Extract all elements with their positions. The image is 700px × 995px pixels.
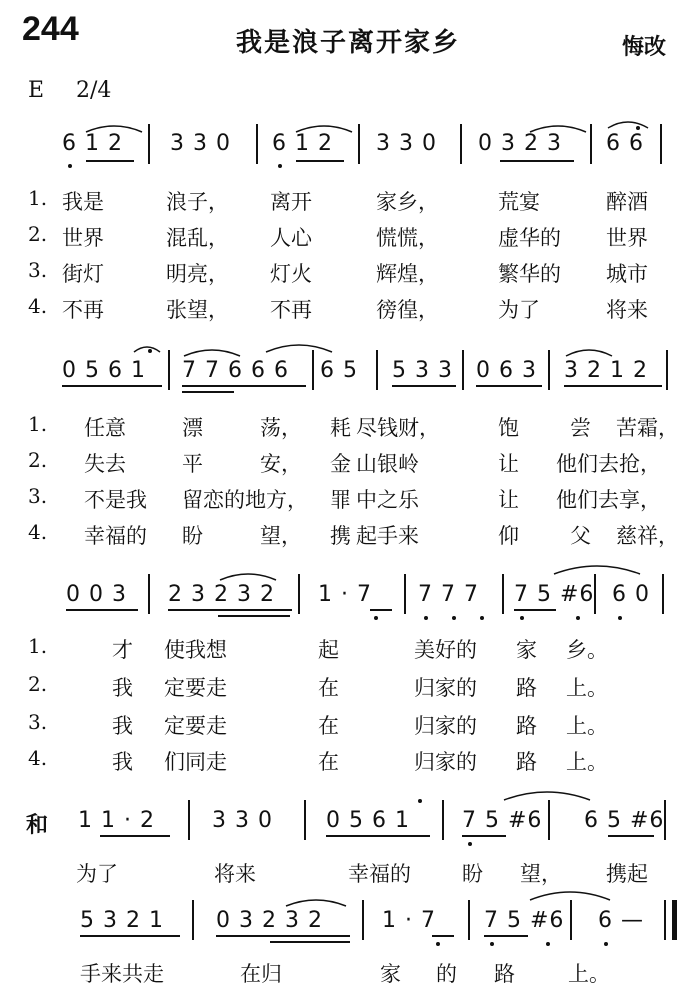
lyric: 耗 <box>330 416 351 440</box>
beam-underline <box>370 609 392 611</box>
lyric: 携 <box>330 524 351 548</box>
lyric: 张望， <box>166 298 229 322</box>
verse-number: 3. <box>28 258 48 282</box>
lyric: 醉酒 <box>606 190 648 214</box>
barline <box>590 124 592 164</box>
lyric: 路 <box>494 962 515 986</box>
lyric: 在归 <box>240 962 282 986</box>
lyric: 幸福的 <box>348 862 411 886</box>
upper-octave-dot <box>418 799 422 803</box>
measure: 3 3 0 <box>170 131 231 156</box>
lyric: 留恋的地方， <box>182 488 308 512</box>
lyric: 仰 <box>498 524 519 548</box>
lyric: 在 <box>318 750 339 774</box>
measure: 6 — <box>598 908 644 933</box>
barline <box>188 800 190 840</box>
lyric: 才 <box>112 638 133 662</box>
lyric: 手来共走 <box>80 962 164 986</box>
measure: 3 3 0 <box>212 808 273 833</box>
lyric: 家 <box>516 638 537 662</box>
barline <box>548 800 550 840</box>
lyric: 尝 <box>570 416 591 440</box>
lyric: 虚华的 <box>498 226 561 250</box>
barline <box>666 350 668 390</box>
lyric: 将来 <box>606 298 648 322</box>
barline <box>376 350 378 390</box>
lyric: 世界 <box>606 226 648 250</box>
lower-octave-dot <box>480 616 484 620</box>
lower-octave-dot <box>374 616 378 620</box>
beam-underline <box>182 391 234 393</box>
slur-arc <box>132 342 162 354</box>
lyric: 荒宴 <box>498 190 540 214</box>
tie-arc <box>264 338 334 354</box>
measure: 2 3 2 3 2 <box>168 582 275 607</box>
lyric: 路 <box>516 676 537 700</box>
lyric: 在 <box>318 676 339 700</box>
barline <box>460 124 462 164</box>
barline <box>594 574 596 614</box>
lyric: 山银岭 <box>356 452 419 476</box>
lyric: 我 <box>112 676 133 700</box>
lyric: 我是 <box>62 190 104 214</box>
verse-number: 4. <box>28 520 48 544</box>
lyric: 路 <box>516 750 537 774</box>
lyric: 慌慌， <box>376 226 439 250</box>
beam-underline <box>326 835 430 837</box>
measure: 0 5 6 1 <box>326 808 410 833</box>
barline <box>148 124 150 164</box>
lower-octave-dot <box>546 942 550 946</box>
lyric: 繁华的 <box>498 262 561 286</box>
verse-number: 2. <box>28 222 48 246</box>
slur-arc <box>84 120 144 134</box>
barline <box>548 350 550 390</box>
lyric: 的 <box>436 962 457 986</box>
lyric: 失去 <box>84 452 126 476</box>
lyric: 平 <box>182 452 203 476</box>
beam-underline <box>500 160 574 162</box>
tie-arc <box>528 884 612 902</box>
lyric: 灯火 <box>270 262 312 286</box>
lyric: 慈祥， <box>616 524 679 548</box>
verse-number: 1. <box>28 412 48 436</box>
measure: 0 0 3 <box>66 582 127 607</box>
verse-number: 1. <box>28 186 48 210</box>
lyric: 们同走 <box>164 750 227 774</box>
lyric: 起手来 <box>356 524 419 548</box>
lower-octave-dot <box>452 616 456 620</box>
lyric: 上。 <box>566 750 608 774</box>
lyric: 徬徨， <box>376 298 439 322</box>
lower-octave-dot <box>604 942 608 946</box>
final-barline <box>672 900 677 940</box>
measure: 3 3 0 <box>376 131 437 156</box>
measure: 5 3 2 1 <box>80 908 164 933</box>
key-signature: E <box>28 78 45 103</box>
barline <box>570 900 572 940</box>
lyric: 城市 <box>606 262 648 286</box>
verse-number: 3. <box>28 710 48 734</box>
lyric: 浪子， <box>166 190 229 214</box>
beam-underline <box>608 835 654 837</box>
lower-octave-dot <box>278 164 282 168</box>
barline <box>192 900 194 940</box>
beam-underline <box>62 385 162 387</box>
slur-arc <box>528 120 588 134</box>
beam-underline <box>270 941 350 943</box>
lyric: 饱 <box>498 416 519 440</box>
lyric: 中之乐 <box>356 488 419 512</box>
lyric: 尽钱财， <box>356 416 440 440</box>
measure: 6 6 <box>606 131 644 156</box>
hymn-number: 244 <box>22 10 79 48</box>
measure: 1 · 7 <box>382 908 436 933</box>
lyric: 混乱， <box>166 226 229 250</box>
measure: 5 3 3 <box>392 358 453 383</box>
beam-underline <box>476 385 542 387</box>
beam-underline <box>432 935 454 937</box>
lyric: 家乡， <box>376 190 439 214</box>
measure: 0 3 2 3 <box>478 131 562 156</box>
verse-number: 4. <box>28 746 48 770</box>
lyric: 他们去抢， <box>556 452 661 476</box>
barline <box>502 574 504 614</box>
beam-underline <box>66 609 138 611</box>
lower-octave-dot <box>618 616 622 620</box>
slur-arc <box>294 120 354 134</box>
verse-number: 3. <box>28 484 48 508</box>
lyric: 望， <box>260 524 302 548</box>
lyric: 辉煌， <box>376 262 439 286</box>
lyric: 漂 <box>182 416 203 440</box>
barline <box>462 350 464 390</box>
lyric: 为了 <box>76 862 118 886</box>
barline <box>362 900 364 940</box>
lyric: 归家的 <box>414 714 477 738</box>
beam-underline <box>216 935 350 937</box>
lyric: 为了 <box>498 298 540 322</box>
slur-arc <box>284 894 348 908</box>
measure: 7 5 #6 <box>514 582 595 607</box>
measure: 7 7 6 6 6 <box>182 358 289 383</box>
lyric: 我 <box>112 750 133 774</box>
barline <box>304 800 306 840</box>
barline <box>358 124 360 164</box>
barline <box>662 574 664 614</box>
barline <box>312 350 314 390</box>
lyric: 归家的 <box>414 750 477 774</box>
slur-arc <box>606 116 650 130</box>
barline <box>664 900 666 940</box>
lyric: 乡。 <box>566 638 608 662</box>
lyric: 世界 <box>62 226 104 250</box>
barline <box>660 124 662 164</box>
beam-underline <box>218 615 290 617</box>
lyric: 不是我 <box>84 488 147 512</box>
song-title: 我是浪子离开家乡 <box>236 28 461 58</box>
verse-number: 2. <box>28 448 48 472</box>
lyric: 让 <box>498 488 519 512</box>
barline <box>468 900 470 940</box>
lyric: 在 <box>318 714 339 738</box>
barline <box>148 574 150 614</box>
lyric: 苦霜， <box>616 416 679 440</box>
verse-number: 1. <box>28 634 48 658</box>
lyric: 起 <box>318 638 339 662</box>
beam-underline <box>564 385 662 387</box>
lyric: 上。 <box>568 962 610 986</box>
lyric: 罪 <box>330 488 351 512</box>
measure: 7 5 #6 <box>462 808 543 833</box>
measure: 0 5 6 1 <box>62 358 146 383</box>
barline <box>442 800 444 840</box>
lower-octave-dot <box>424 616 428 620</box>
tie-arc <box>502 784 592 802</box>
beam-underline <box>514 609 556 611</box>
beam-underline <box>182 385 306 387</box>
lower-octave-dot <box>68 164 72 168</box>
measure: 6 1 2 <box>62 131 123 156</box>
barline <box>168 350 170 390</box>
slur-arc <box>564 344 614 358</box>
lyric: 人心 <box>270 226 312 250</box>
slur-arc <box>182 344 242 358</box>
beam-underline <box>100 835 170 837</box>
lyric: 幸福的 <box>84 524 147 548</box>
lyric: 家 <box>380 962 401 986</box>
beam-underline <box>462 835 506 837</box>
lyric: 离开 <box>270 190 312 214</box>
adaptation-note: 悔改 <box>622 35 667 60</box>
measure: 1 · 7 <box>318 582 372 607</box>
lyric: 盼 <box>182 524 203 548</box>
beam-underline <box>484 935 528 937</box>
lyric: 金 <box>330 452 351 476</box>
measure: 0 6 3 <box>476 358 537 383</box>
barline <box>404 574 406 614</box>
verse-number: 4. <box>28 294 48 318</box>
time-signature: 2/4 <box>76 78 112 103</box>
measure: 6 0 <box>612 582 650 607</box>
beam-underline <box>168 609 292 611</box>
measure: 6 1 2 <box>272 131 333 156</box>
chorus-label: 和 <box>26 813 49 838</box>
lyric: 上。 <box>566 676 608 700</box>
lyric: 携起 <box>606 862 648 886</box>
lyric: 安， <box>260 452 302 476</box>
lyric: 让 <box>498 452 519 476</box>
measure: 1 1 · 2 <box>78 808 155 833</box>
lower-octave-dot <box>576 616 580 620</box>
lyric: 任意 <box>84 416 126 440</box>
lower-octave-dot <box>520 616 524 620</box>
beam-underline <box>392 385 456 387</box>
beam-underline <box>296 160 344 162</box>
measure: 6 5 #6 <box>584 808 665 833</box>
lyric: 明亮， <box>166 262 229 286</box>
measure: 3 2 1 2 <box>564 358 648 383</box>
barline <box>256 124 258 164</box>
beam-underline <box>80 935 180 937</box>
lyric: 归家的 <box>414 676 477 700</box>
lyric: 定要走 <box>164 676 227 700</box>
beam-underline <box>86 160 134 162</box>
lyric: 路 <box>516 714 537 738</box>
barline <box>298 574 300 614</box>
lyric: 他们去享， <box>556 488 661 512</box>
lyric: 父 <box>570 524 591 548</box>
lower-octave-dot <box>436 942 440 946</box>
lyric: 将来 <box>214 862 256 886</box>
lyric: 街灯 <box>62 262 104 286</box>
lyric: 盼 <box>462 862 483 886</box>
lyric: 荡， <box>260 416 302 440</box>
lyric: 美好的 <box>414 638 477 662</box>
lyric: 不再 <box>270 298 312 322</box>
measure: 0 3 2 3 2 <box>216 908 323 933</box>
measure: 6 5 <box>320 358 358 383</box>
lyric: 使我想 <box>164 638 227 662</box>
measure: 7 7 7 <box>418 582 479 607</box>
tie-arc <box>552 558 642 576</box>
lower-octave-dot <box>490 942 494 946</box>
lyric: 定要走 <box>164 714 227 738</box>
lyric: 上。 <box>566 714 608 738</box>
verse-number: 2. <box>28 672 48 696</box>
measure: 7 5 #6 <box>484 908 565 933</box>
lyric: 不再 <box>62 298 104 322</box>
barline <box>664 800 666 840</box>
lower-octave-dot <box>468 842 472 846</box>
slur-arc <box>218 568 278 582</box>
lyric: 我 <box>112 714 133 738</box>
lyric: 望， <box>520 862 562 886</box>
